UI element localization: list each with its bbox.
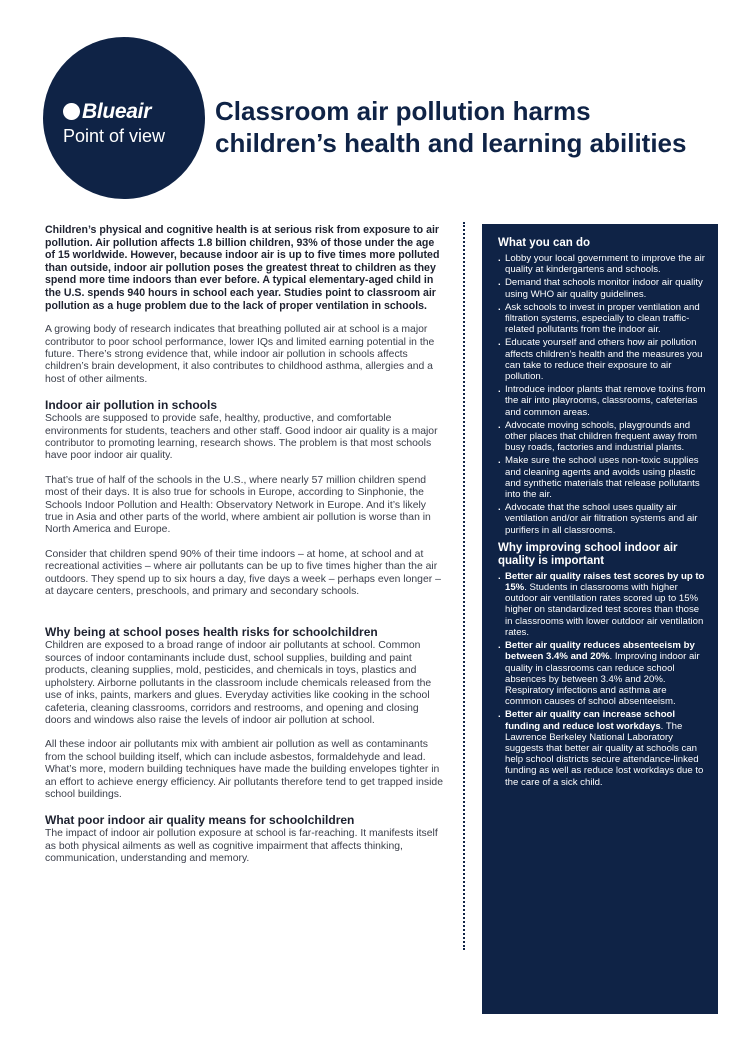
list-item: . Make sure the school uses non-toxic supplies and cleaning agents and avoids using plastic and synthetic materials that release pollutants into the air. bbox=[498, 455, 706, 500]
sidebar-panel bbox=[482, 224, 718, 1014]
brand-subtitle: Point of view bbox=[63, 126, 166, 146]
sidebar-heading-why-important: Why improving school indoor air quality is important bbox=[498, 541, 678, 567]
main-column bbox=[45, 224, 445, 878]
list-item: . Educate yourself and others how air pollution affects children’s health and the measures you can take to reduce their exposure to air pollution. bbox=[498, 337, 706, 382]
benefit-text: . The Lawrence Berkeley National Laboratory suggests that better air quality at schools can help school districts secure attendance-linked funding as well as reduce lost workdays due to the care of a sick child. bbox=[505, 720, 704, 788]
section-paragraph: Schools are supposed to provide safe, healthy, productive, and comfortable environments for students, teachers and other staff. Good indoor air quality is a major contributor to promoting learning, research shows. The problem is that most schools have poor indoor air quality. bbox=[45, 413, 438, 462]
list-item: . Ask schools to invest in proper ventilation and filtration systems, especially to clean traffic-related pollutants from the indoor air. bbox=[498, 302, 706, 336]
section-paragraph: Consider that children spend 90% of their time indoors – at home, at school and at recreational activities – where air pollutants can be up to five times higher than the air outdoors. They spend up to six hours a day, five days a week – perhaps even longer – at daycare centers, preschools, and primary and secondary schools. bbox=[45, 548, 441, 598]
section-paragraph: All these indoor air pollutants mix with ambient air pollution as well as contaminants from the school building itself, which can include asbestos, formaldehyde and lead. What’s more, modern building techniques have made the building envelopes tighter in an effort to achieve energy efficiency. Air pollutants therefore tend to get trapped inside school buildings. bbox=[45, 739, 443, 800]
dotted-divider bbox=[463, 222, 465, 950]
benefit-title: Better air quality reduces absenteeism by between 3.4% and 20% bbox=[505, 640, 695, 663]
list-item bbox=[498, 571, 706, 638]
section-paragraph: That’s true of half of the schools in the U.S., where nearly 57 million children spend most of their days. It is also true for schools in Europe, according to Sinphonie, the Schools Indoor Pollution and Health: Observatory Network in Europe. And it’s likely true in Asia and other parts of the world, where ambient air pollution is worse than in North America and Europe. bbox=[45, 474, 431, 536]
brand-logo-circle bbox=[43, 37, 205, 199]
brand-name: Blueair bbox=[82, 100, 152, 123]
benefit-text: . Students in classrooms with higher outdoor air ventilation rates scored up to 15% higher on standardized test scores than those in classrooms with lower outdoor air ventilation rates. bbox=[505, 582, 704, 638]
benefit-text: . Improving indoor air quality in classrooms can reduce school absences by between 3.4% and 20%. Respiratory infections and asthma are common causes of school absenteeism. bbox=[505, 651, 700, 708]
list-item: . Lobby your local government to improve the air quality at kindergartens and schools. bbox=[498, 253, 706, 275]
list-item: . Advocate moving schools, playgrounds and other places that children frequent away from busy roads, factories and industrial plants. bbox=[498, 420, 706, 454]
list-item: . Demand that schools monitor indoor air quality using WHO air quality guidelines. bbox=[498, 277, 706, 299]
list-item: . Advocate that the school uses quality air ventilation and/or air filtration systems and air purifiers in all classrooms. bbox=[498, 502, 706, 536]
intro-paragraph: A growing body of research indicates that breathing polluted air at school is a major contributor to poor school performance, lower IQs and limited earning potential in the future. There’s strong evidence that, while indoor air pollution in schools affects children’s brain development, it also contributes to childhood asthma, allergies and a host of other ailments. bbox=[45, 324, 435, 385]
benefit-title: Better air quality can increase school funding and reduce lost workdays bbox=[505, 709, 676, 732]
section-heading-health-risks: Why being at school poses health risks for schoolchildren bbox=[45, 625, 378, 640]
list-item bbox=[498, 640, 706, 707]
sidebar-heading-what-you-can-do: What you can do bbox=[498, 237, 590, 249]
page-title: Classroom air pollution harms children’s health and learning abilities bbox=[215, 96, 687, 158]
list-item: . Introduce indoor plants that remove toxins from the air into playrooms, classrooms, cafeterias and common areas. bbox=[498, 384, 706, 418]
intro-lead: Children’s physical and cognitive health is at serious risk from exposure to air pollution. Air pollution affects 1.8 billion children, 93% of those under the age of 15 worldwide. However, because indoor air is up to five times more polluted than outside, indoor air pollution poses the greatest threat to children as they spend more time indoors than ever before. A typical elementary-aged child in the U.S. spends 940 hours in school each year. Studies point to classroom air pollution as a huge problem due to the lack of proper ventilation in schools. bbox=[45, 224, 440, 312]
brand-logo bbox=[63, 100, 151, 124]
benefit-list bbox=[498, 571, 706, 788]
blueair-dot-icon bbox=[63, 103, 80, 120]
section-paragraph: The impact of indoor air pollution exposure at school is far-reaching. It manifests itself as both physical ailments as well as cognitive impairment that affects thinking, communication, understanding and memory. bbox=[45, 828, 438, 865]
benefit-title: Better air quality raises test scores by up to 15% bbox=[505, 570, 705, 594]
section-heading-indoor-pollution: Indoor air pollution in schools bbox=[45, 398, 217, 413]
section-heading-poor-air-quality: What poor indoor air quality means for schoolchildren bbox=[45, 813, 355, 828]
list-item bbox=[498, 709, 706, 787]
action-list bbox=[498, 253, 706, 536]
section-paragraph: Children are exposed to a broad range of indoor air pollutants at school. Common sources of indoor contaminants include dust, school supplies, building and paint products, cleaning supplies, mold, pesticides, and chemicals in toys, plastics and upholstery. Airborne pollutants in the classroom include chemicals released from the use of inks, paints, markers and glues. Everyday activities like cooking in the school cafeteria, cleaning classrooms, corridors and restrooms, and opening and closing doors and windows also raise the levels of indoor air pollution at school. bbox=[45, 640, 432, 726]
